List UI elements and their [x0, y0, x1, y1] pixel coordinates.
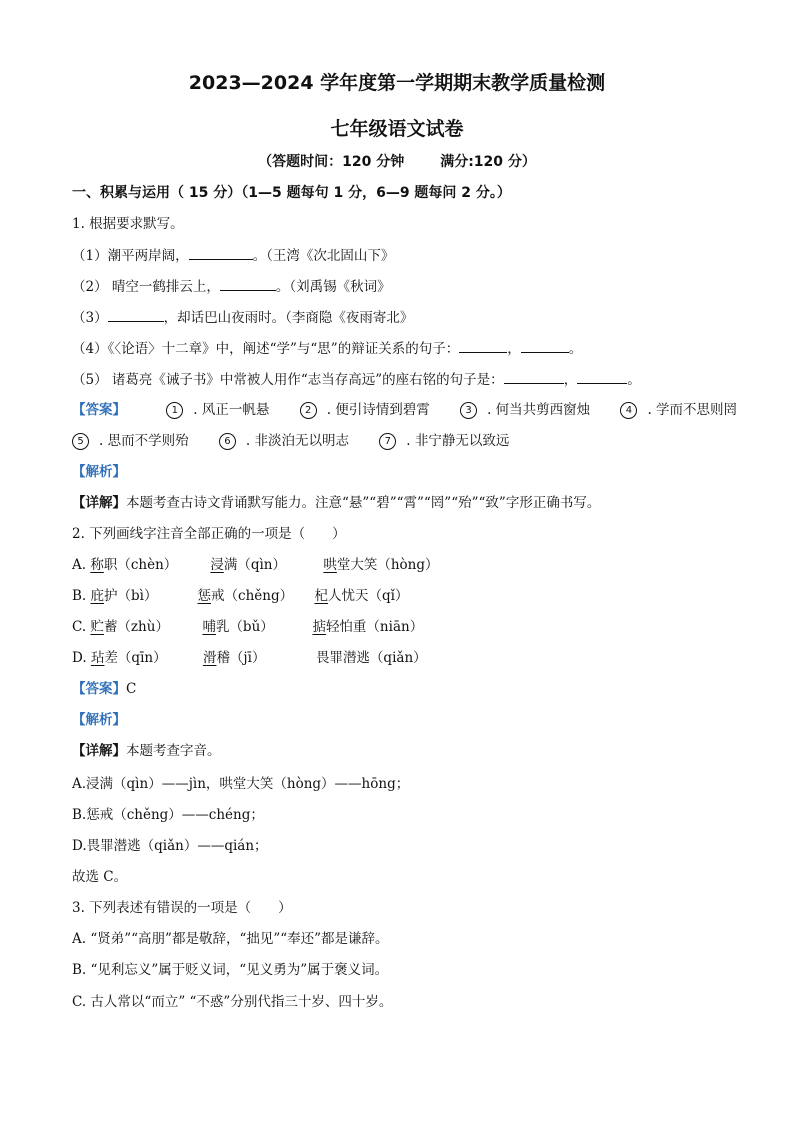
q1-stem: 1. 根据要求默写。 — [72, 216, 184, 232]
q2-note: D.畏罪潜逃（qiǎn）——qián； — [72, 838, 268, 854]
q3-option-b[interactable]: B. “见利忘义”属于贬义词，“见义勇为”属于褒义词。 — [72, 962, 389, 978]
q2-stem: 2. 下列画线字注音全部正确的一项是（ ） — [72, 526, 346, 542]
q3-stem: 3. 下列表述有错误的一项是（ ） — [72, 900, 292, 916]
answer-item: 1 . 风正一帆悬 — [166, 401, 269, 419]
answer-item: 7 . 非宁静无以致远 — [379, 432, 509, 450]
analysis-tag: 【解析】 — [72, 712, 126, 728]
section-heading: 一、积累与运用（ 15 分）（1—5 题每句 1 分，6—9 题每问 2 分。） — [72, 185, 511, 201]
answer-item: 2 . 便引诗情到碧霄 — [300, 401, 430, 419]
q2-option-d[interactable]: D. 玷差（qīn） 滑稽（jī） 畏罪潜逃（qiǎn） — [72, 650, 427, 666]
q1-item-1: （1）潮平两岸阔， 。（王湾《次北固山下》 — [72, 248, 395, 264]
q2-note: B.惩戒（chěng）——chéng； — [72, 807, 264, 823]
answer-item: 3 . 何当共剪西窗烛 — [460, 401, 590, 419]
q2-note: 故选 C。 — [72, 869, 128, 885]
answer-item: 4 . 学而不思则罔 — [620, 401, 737, 419]
answer-blank[interactable] — [189, 246, 253, 260]
answer-item: 5 . 思而不学则殆 — [72, 432, 189, 450]
q1-item-3: （3） ，却话巴山夜雨时。（李商隐《夜雨寄北》 — [72, 310, 414, 326]
q1-answer-row-1 — [72, 401, 737, 419]
analysis-tag: 【解析】 — [72, 464, 126, 480]
q2-option-b[interactable]: B. 庇护（bì） 惩戒（chěng） 杞人忧天（qǐ） — [72, 588, 409, 604]
answer-item: 6 . 非淡泊无以明志 — [219, 432, 349, 450]
exam-time: （答题时间：120 分钟 — [258, 154, 405, 170]
q3-option-a[interactable]: A. “贤弟”“高朋”都是敬辞，“拙见”“奉还”都是谦辞。 — [72, 931, 389, 947]
exam-info — [0, 151, 794, 171]
q3-option-c[interactable]: C. 古人常以“而立” “不惑”分别代指三十岁、四十岁。 — [72, 994, 393, 1010]
exam-title: 2023—2024 学年度第一学期期末教学质量检测 — [188, 72, 606, 94]
q1-detail: 【详解】本题考查古诗文背诵默写能力。注意“悬”“碧”“霄”“罔”“殆”“致”字形正确书写。 — [72, 495, 601, 511]
q2-option-c[interactable]: C. 贮蓄（zhù） 哺乳（bǔ） 掂轻怕重（niān） — [72, 619, 424, 635]
q2-detail: 【详解】本题考查字音。 — [72, 743, 221, 759]
answer-blank[interactable] — [220, 277, 276, 291]
answer-blank[interactable] — [108, 308, 164, 322]
q1-answer-row-2 — [72, 432, 535, 450]
answer-blank[interactable] — [577, 370, 627, 384]
answer-blank[interactable] — [521, 339, 569, 353]
exam-score: 满分:120 分） — [440, 154, 536, 170]
answer-blank[interactable] — [504, 370, 564, 384]
answer-blank[interactable] — [459, 339, 507, 353]
q1-item-4: （4）《〈论语〉十二章》中，阐述“学”与“思”的辩证关系的句子： ， 。 — [72, 341, 583, 357]
q1-item-5: （5） 诸葛亮《诫子书》中常被人用作“志当存高远”的座右铭的句子是： ， 。 — [72, 372, 641, 388]
q2-option-a[interactable]: A. 称职（chèn） 浸满（qìn） 哄堂大笑（hòng） — [72, 557, 439, 573]
q1-item-2: （2） 晴空一鹤排云上， 。（刘禹锡《秋词》 — [72, 279, 391, 295]
q2-note: A.浸满（qìn）——jìn，哄堂大笑（hòng）——hōng； — [72, 776, 410, 792]
exam-subtitle: 七年级语文试卷 — [330, 118, 464, 140]
q2-answer: 【答案】C — [72, 681, 137, 697]
answer-tag: 【答案】 — [72, 402, 126, 418]
